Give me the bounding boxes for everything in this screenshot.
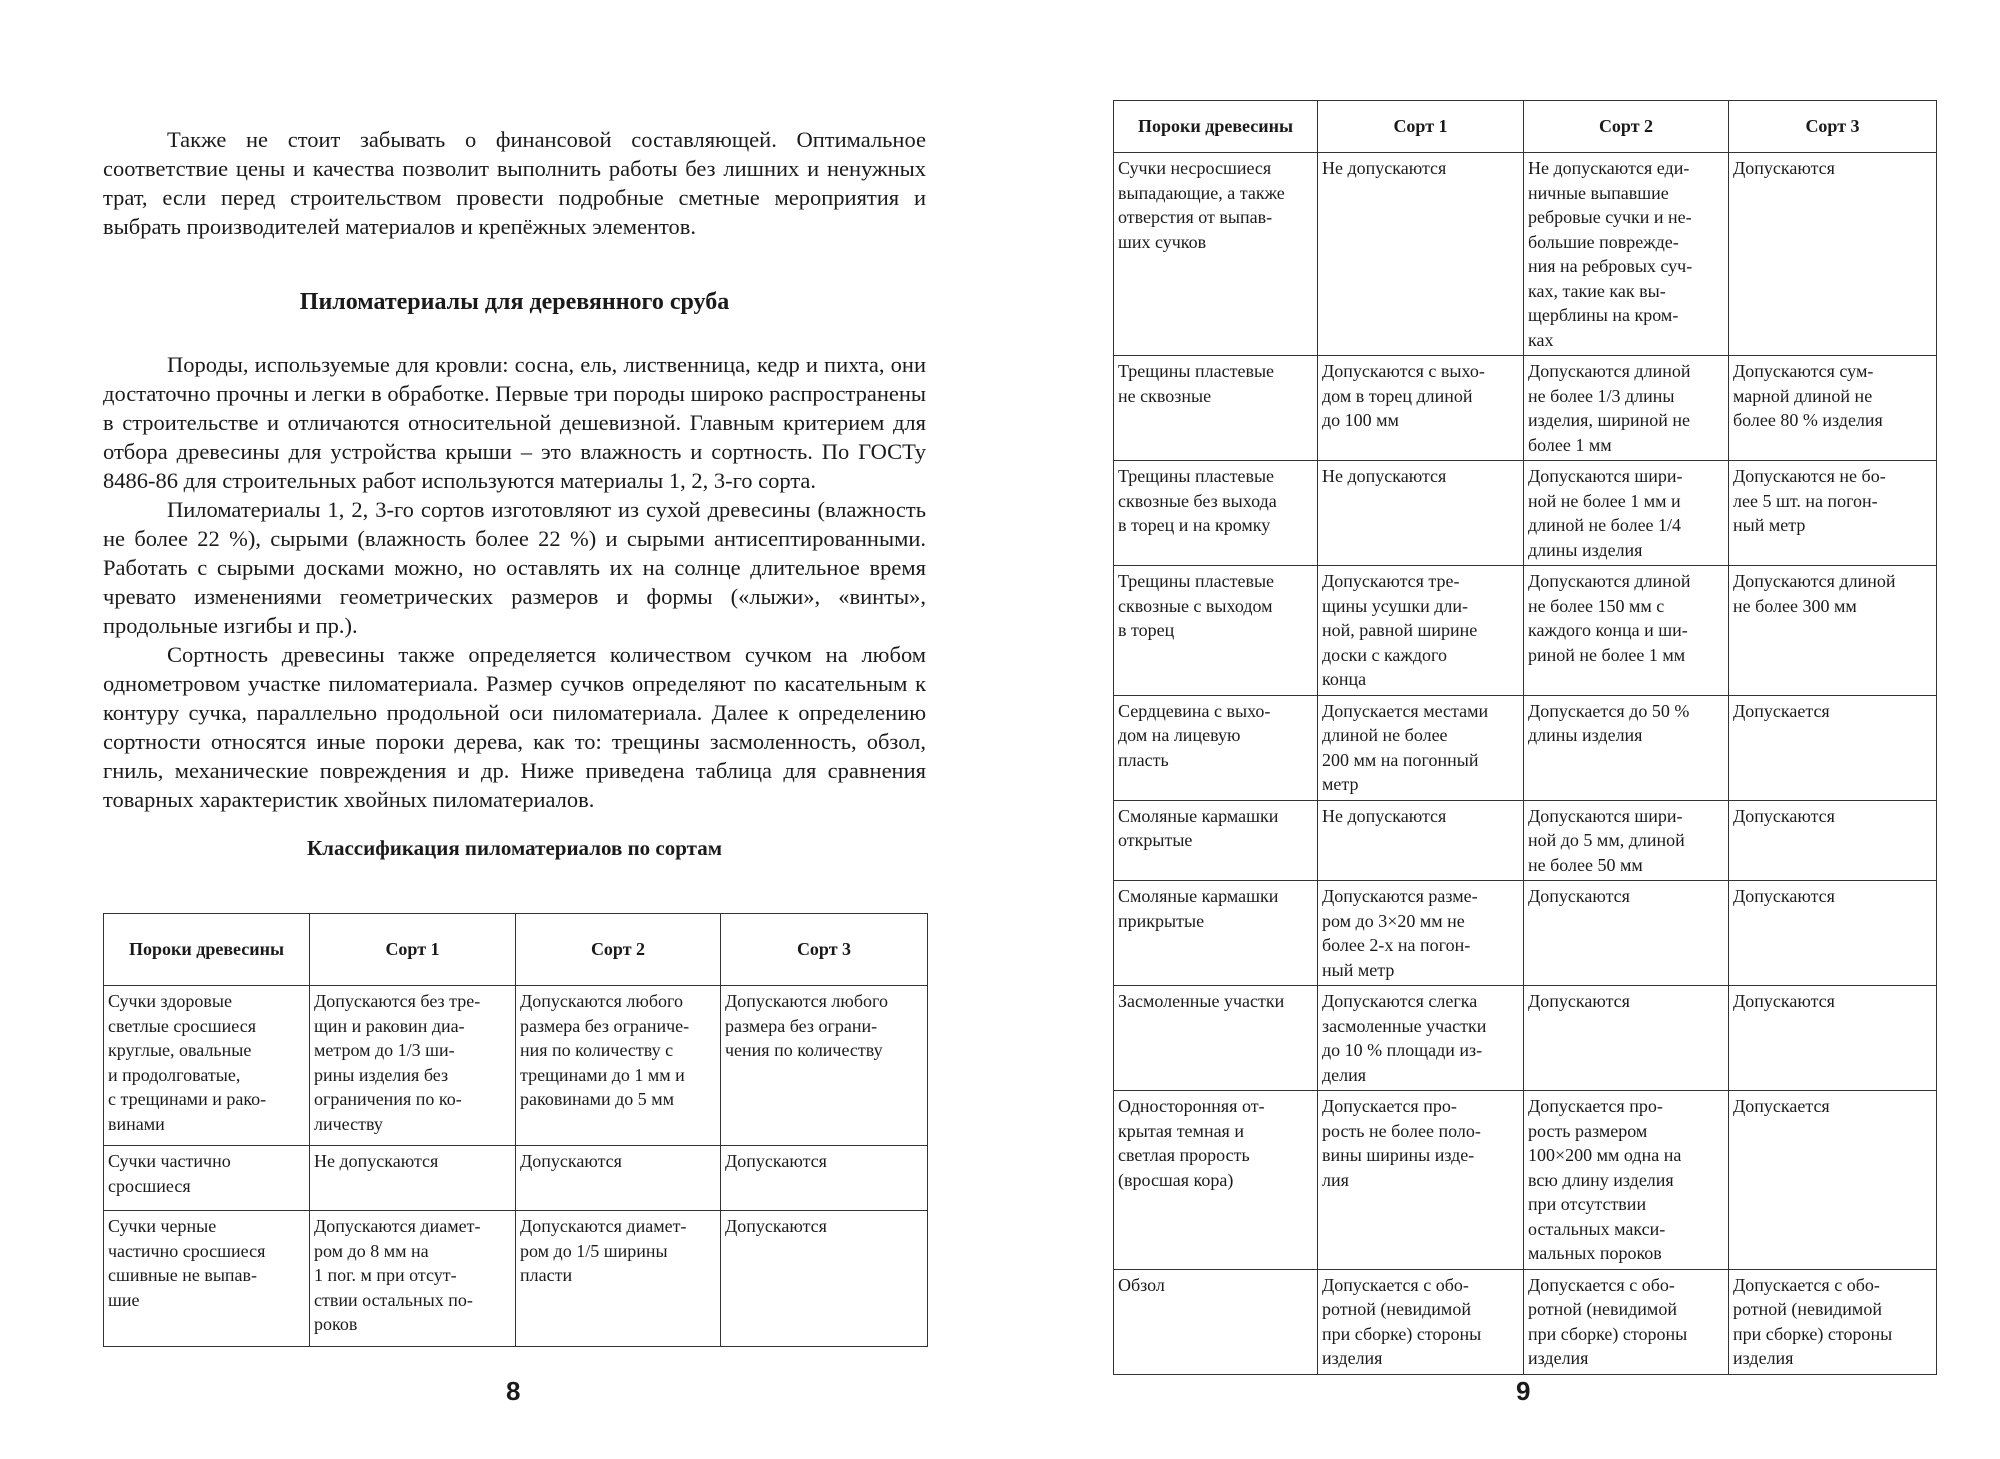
table-row bbox=[1114, 986, 1937, 1091]
table-cell: Смоляные кармашки открытые bbox=[1114, 800, 1318, 881]
table-cell: Засмоленные участки bbox=[1114, 986, 1318, 1091]
paragraph: Пиломатериалы 1, 2, 3-го сортов изготовляют из сухой древесины (влажность не более 22 %), сырыми (влажность более 22 %) и сырыми антисептированными. Работать с сырыми досками можно, но оставлять их на солнце длительное время чревато изменениями геометрических размеров и формы («лыжи», «винты», продольные изгибы и пр.). bbox=[103, 497, 926, 638]
header-cell: Сорт 1 bbox=[310, 914, 516, 986]
table-cell: Допускаются сум- марной длиной не более 80 % изделия bbox=[1729, 356, 1937, 461]
table-cell: Допускаются длиной не более 1/3 длины изделия, шириной не более 1 мм bbox=[1524, 356, 1729, 461]
table-row bbox=[1114, 695, 1937, 800]
table-cell: Допускаются с выхо- дом в торец длиной до 100 мм bbox=[1318, 356, 1524, 461]
table-cell: Допускается с обо- ротной (невидимой при сборке) стороны изделия bbox=[1318, 1269, 1524, 1374]
table-cell: Допускаются слегка засмоленные участки до 10 % площади из- делия bbox=[1318, 986, 1524, 1091]
page-number: 9 bbox=[1516, 1376, 1531, 1406]
table-cell: Трещины пластевые сквозные с выходом в торец bbox=[1114, 566, 1318, 696]
table-cell: Допускаются bbox=[1524, 881, 1729, 986]
table-cell: Допускаются bbox=[1729, 986, 1937, 1091]
table-cell: Трещины пластевые сквозные без выхода в торец и на кромку bbox=[1114, 461, 1318, 566]
table-cell: Допускаются диамет- ром до 1/5 ширины пласти bbox=[516, 1211, 721, 1347]
table-row bbox=[104, 1211, 928, 1347]
table-cell: Допускается с обо- ротной (невидимой при сборке) стороны изделия bbox=[1729, 1269, 1937, 1374]
table-row bbox=[104, 986, 928, 1146]
table-row bbox=[1114, 566, 1937, 696]
header-cell: Пороки древесины bbox=[1114, 101, 1318, 153]
paragraph: Сортность древесины также определяется количеством сучком на любом однометровом участке пиломатериала. Размер сучков определяют по касательным к контуру сучка, параллельно продольной оси пиломатериала. Далее к определению сортности относятся иные пороки дерева, как то: трещины засмоленность, обзол, гниль, механические повреждения и др. Ниже приведена таблица для сравнения товарных характеристик хвойных пиломатериалов. bbox=[103, 642, 926, 812]
table-row bbox=[1114, 461, 1937, 566]
table-cell: Сучки несросшиеся выпадающие, а также отверстия от выпав- ших сучков bbox=[1114, 153, 1318, 356]
lumber-grades-table-part1 bbox=[103, 913, 928, 1347]
table-cell: Не допускаются еди- ничные выпавшие ребровые сучки и не- большие поврежде- ния на ребровых суч- ках, такие как вы- щерблины на кром- ках bbox=[1524, 153, 1729, 356]
header-cell: Сорт 3 bbox=[721, 914, 928, 986]
table-cell: Допускается про- рость не более поло- вины ширины изде- лия bbox=[1318, 1091, 1524, 1270]
table-cell: Допускаются bbox=[1524, 986, 1729, 1091]
table-row bbox=[1114, 881, 1937, 986]
header-cell: Сорт 2 bbox=[1524, 101, 1729, 153]
table-row bbox=[1114, 1269, 1937, 1374]
table-row bbox=[1114, 1091, 1937, 1270]
table-cell: Допускаются длиной не более 150 мм с каждого конца и ши- риной не более 1 мм bbox=[1524, 566, 1729, 696]
table-cell: Сучки частично сросшиеся bbox=[104, 1146, 310, 1211]
table-cell: Не допускаются bbox=[1318, 153, 1524, 356]
table-body bbox=[104, 986, 928, 1347]
table-cell: Не допускаются bbox=[1318, 461, 1524, 566]
table-cell: Допускаются шири- ной до 5 мм, длиной не более 50 мм bbox=[1524, 800, 1729, 881]
table-row bbox=[1114, 800, 1937, 881]
table-cell: Допускается про- рость размером 100×200 мм одна на всю длину изделия при отсутствии остальных макси- мальных пороков bbox=[1524, 1091, 1729, 1270]
table-cell: Допускаются шири- ной не более 1 мм и длиной не более 1/4 длины изделия bbox=[1524, 461, 1729, 566]
table-cell: Допускаются любого размера без ограни- чения по количеству bbox=[721, 986, 928, 1146]
header-cell: Пороки древесины bbox=[104, 914, 310, 986]
table-header-row bbox=[104, 914, 928, 986]
table-cell: Односторонняя от- крытая темная и светлая прорость (вросшая кора) bbox=[1114, 1091, 1318, 1270]
page-number: 8 bbox=[506, 1376, 521, 1406]
table-row bbox=[1114, 356, 1937, 461]
table-cell: Допускаются bbox=[721, 1211, 928, 1347]
table-cell: Допускаются длиной не более 300 мм bbox=[1729, 566, 1937, 696]
table-cell: Допускаются тре- щины усушки дли- ной, равной ширине доски с каждого конца bbox=[1318, 566, 1524, 696]
table-cell: Сучки здоровые светлые сросшиеся круглые, овальные и продолговатые, с трещинами и рако- винами bbox=[104, 986, 310, 1146]
header-cell: Сорт 2 bbox=[516, 914, 721, 986]
table-cell: Трещины пластевые не сквозные bbox=[1114, 356, 1318, 461]
table-row bbox=[1114, 153, 1937, 356]
table-cell: Допускается местами длиной не более 200 мм на погонный метр bbox=[1318, 695, 1524, 800]
table-cell: Допускаются разме- ром до 3×20 мм не более 2-х на погон- ный метр bbox=[1318, 881, 1524, 986]
table-cell: Допускаются без тре- щин и раковин диа- метром до 1/3 ши- рины изделия без ограничения по ко- личеству bbox=[310, 986, 516, 1146]
paragraph: Также не стоит забывать о финансовой составляющей. Оптимальное соответствие цены и качества позволит выполнить работы без лишних и ненужных трат, если перед строительством провести подробные сметные мероприятия и выбрать производителей материалов и крепёжных элементов. bbox=[103, 127, 926, 239]
section-heading: Пиломатериалы для деревянного сруба bbox=[299, 289, 730, 315]
table-cell: Сучки черные частично сросшиеся сшивные не выпав- шие bbox=[104, 1211, 310, 1347]
header-cell: Сорт 3 bbox=[1729, 101, 1937, 153]
table-cell: Допускаются любого размера без ограниче- ния по количеству с трещинами до 1 мм и раковинами до 5 мм bbox=[516, 986, 721, 1146]
table-cell: Смоляные кармашки прикрытые bbox=[1114, 881, 1318, 986]
paragraph: Породы, используемые для кровли: сосна, ель, лиственница, кедр и пихта, они достаточно прочны и легки в обработке. Первые три породы широко распространены в строительстве и отличаются относительной дешевизной. Главным критерием для отбора древесины для устройства крыши – это влажность и сортность. По ГОСТу 8486-86 для строительных работ используются материалы 1, 2, 3-го сорта. bbox=[103, 352, 926, 493]
table-cell: Допускаются bbox=[1729, 800, 1937, 881]
table-cell: Сердцевина с выхо- дом на лицевую пласть bbox=[1114, 695, 1318, 800]
table-cell: Обзол bbox=[1114, 1269, 1318, 1374]
table-cell: Допускаются не бо- лее 5 шт. на погон- ный метр bbox=[1729, 461, 1937, 566]
table-cell: Допускаются bbox=[516, 1146, 721, 1211]
table-cell: Не допускаются bbox=[1318, 800, 1524, 881]
table-row bbox=[104, 1146, 928, 1211]
table-body bbox=[1114, 153, 1937, 1375]
table-header-row bbox=[1114, 101, 1937, 153]
table-cell: Допускается до 50 % длины изделия bbox=[1524, 695, 1729, 800]
table-cell: Допускается bbox=[1729, 1091, 1937, 1270]
header-cell: Сорт 1 bbox=[1318, 101, 1524, 153]
table-cell: Не допускаются bbox=[310, 1146, 516, 1211]
table-cell: Допускаются диамет- ром до 8 мм на 1 пог. м при отсут- ствии остальных по- роков bbox=[310, 1211, 516, 1347]
table-cell: Допускается с обо- ротной (невидимой при сборке) стороны изделия bbox=[1524, 1269, 1729, 1374]
table-cell: Допускается bbox=[1729, 695, 1937, 800]
table-cell: Допускаются bbox=[721, 1146, 928, 1211]
table-cell: Допускаются bbox=[1729, 153, 1937, 356]
table-cell: Допускаются bbox=[1729, 881, 1937, 986]
left-page-text bbox=[103, 125, 926, 875]
table-caption: Классификация пиломатериалов по сортам bbox=[306, 836, 723, 860]
lumber-grades-table-part2 bbox=[1113, 100, 1937, 1375]
